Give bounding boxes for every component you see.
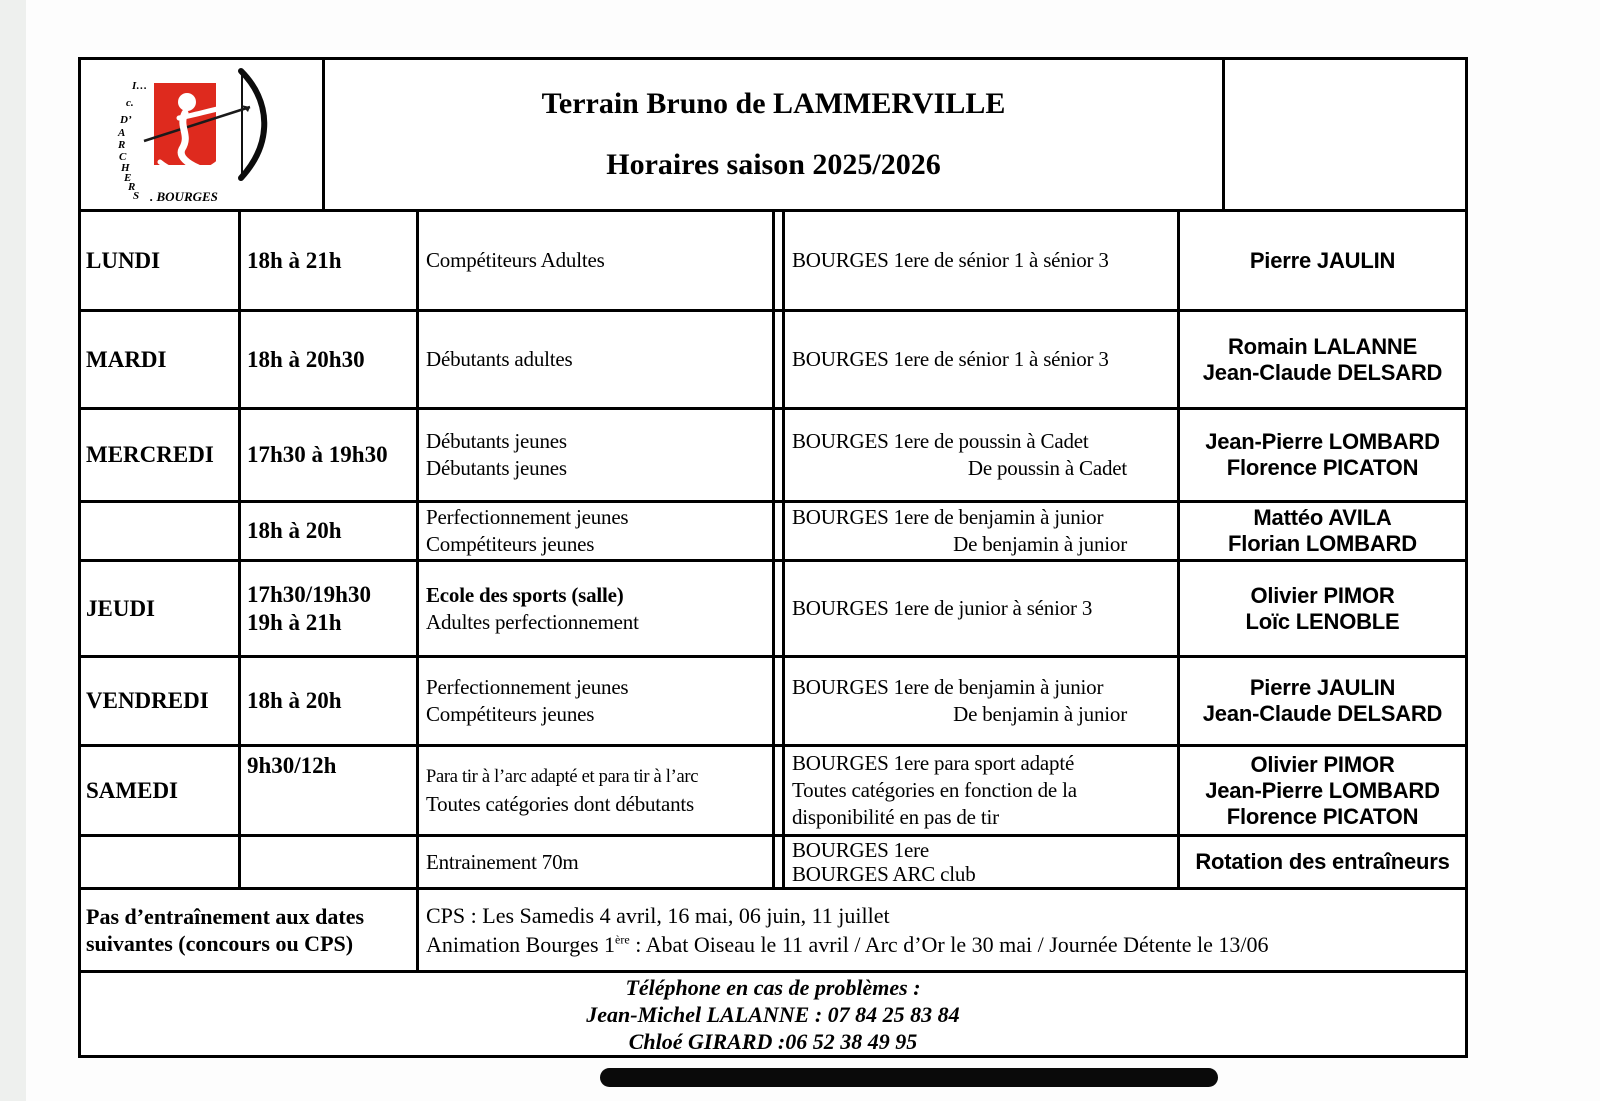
category-cell xyxy=(785,212,1180,309)
time-cell xyxy=(241,410,419,500)
day-label: MERCREDI xyxy=(86,442,214,467)
activity-cell xyxy=(419,658,775,744)
day-cell xyxy=(81,312,241,407)
animation-prefix: Animation Bourges 1 xyxy=(426,932,616,957)
double-rule xyxy=(775,212,785,309)
no-training-note-cell xyxy=(81,890,419,970)
title-cell xyxy=(325,60,1225,209)
trainer-cell xyxy=(1180,837,1465,887)
trainer-name: Romain LALANNE xyxy=(1227,333,1418,359)
archer-head xyxy=(178,93,196,111)
activity-label: Toutes catégories dont débutants xyxy=(426,791,694,816)
phone-contact-1: Jean-Michel LALANNE : 07 84 25 83 84 xyxy=(586,1001,960,1027)
activity-cell xyxy=(419,410,775,500)
category-label: BOURGES 1ere de sénior 1 à sénior 3 xyxy=(792,248,1109,272)
cps-dates-line: CPS : Les Samedis 4 avril, 16 mai, 06 juin, 11 juillet xyxy=(426,903,890,928)
category-label: BOURGES 1ere para sport adapté xyxy=(792,751,1075,775)
table-row-phone xyxy=(81,973,1465,1055)
day-cell-empty xyxy=(81,837,241,887)
trainer-name: Florian LOMBARD xyxy=(1228,531,1417,556)
phone-header: Téléphone en cas de problèmes : xyxy=(625,974,921,1000)
trainer-cell xyxy=(1180,503,1465,559)
trainer-rotation-label: Rotation des entraîneurs xyxy=(1195,849,1450,874)
activity-label: Compétiteurs Adultes xyxy=(426,248,605,272)
category-cell xyxy=(785,658,1180,744)
double-rule xyxy=(775,410,785,500)
trainer-name: Jean-Pierre LOMBARD xyxy=(1205,777,1440,803)
double-rule xyxy=(775,747,785,834)
phone-contact-2: Chloé GIRARD :06 52 38 49 95 xyxy=(628,1028,918,1054)
category-cell xyxy=(785,837,1180,887)
activity-label: Débutants adultes xyxy=(426,347,573,371)
day-cell xyxy=(81,658,241,744)
category-cell xyxy=(785,562,1180,655)
day-label: JEUDI xyxy=(86,595,156,621)
trainer-name: Jean-Claude DELSARD xyxy=(1202,701,1443,726)
trainer-cell xyxy=(1180,410,1465,500)
animation-dates-line xyxy=(426,930,1465,959)
double-rule xyxy=(775,658,785,744)
phone-contacts-cell xyxy=(81,973,1465,1055)
day-cell xyxy=(81,562,241,655)
day-cell xyxy=(81,212,241,309)
activity-label: Entrainement 70m xyxy=(426,849,579,874)
activity-label: Perfectionnement jeunes xyxy=(426,675,629,699)
trainer-cell xyxy=(1180,212,1465,309)
horizontal-scrollbar[interactable] xyxy=(600,1068,1218,1087)
time-cell xyxy=(241,747,419,834)
double-rule xyxy=(775,503,785,559)
table-row-jeudi xyxy=(81,562,1465,658)
category-label: BOURGES 1ere de benjamin à junior xyxy=(792,675,1104,699)
table-row-samedi-1 xyxy=(81,747,1465,837)
logo-letter: E xyxy=(123,171,131,184)
logo-letter: D’ xyxy=(119,113,132,126)
category-label: BOURGES 1ere de sénior 1 à sénior 3 xyxy=(792,347,1109,371)
time-label: 17h30/19h30 xyxy=(247,581,371,607)
activity-cell xyxy=(419,562,775,655)
trainer-name: Pierre JAULIN xyxy=(1249,675,1396,700)
logo-letter: R xyxy=(127,180,135,193)
club-logo-cell xyxy=(81,60,325,209)
time-label: 18h à 21h xyxy=(247,247,342,273)
activity-cell xyxy=(419,312,775,407)
category-label: De benjamin à junior xyxy=(953,702,1127,726)
no-training-note-line: suivantes (concours ou CPS) xyxy=(86,931,354,956)
trainer-name: Pierre JAULIN xyxy=(1249,247,1396,273)
activity-cell xyxy=(419,747,775,834)
trainer-name: Loïc LENOBLE xyxy=(1245,608,1400,634)
day-label: SAMEDI xyxy=(86,777,179,803)
activity-label: Adultes perfectionnement xyxy=(426,609,639,634)
activity-label: Para tir à l’arc adapté et para tir à l’arc xyxy=(426,766,699,787)
time-label: 18h à 20h xyxy=(247,688,342,713)
table-row-lundi xyxy=(81,212,1465,312)
page-subtitle: Horaires saison 2025/2026 xyxy=(606,148,941,181)
trainer-name: Mattéo AVILA xyxy=(1253,505,1392,530)
category-cell xyxy=(785,312,1180,407)
time-label: 9h30/12h xyxy=(247,753,337,778)
time-label: 19h à 21h xyxy=(247,609,342,635)
activity-label: Perfectionnement jeunes xyxy=(426,505,629,529)
table-header-row xyxy=(81,60,1465,212)
trainer-name: Jean-Claude DELSARD xyxy=(1202,359,1443,385)
activity-label: Débutants jeunes xyxy=(426,456,567,480)
category-label: BOURGES 1ere de poussin à Cadet xyxy=(792,429,1089,453)
trainer-cell xyxy=(1180,747,1465,834)
logo-letter: c. xyxy=(125,96,134,109)
trainer-name: Olivier PIMOR xyxy=(1250,582,1395,608)
day-cell xyxy=(81,410,241,500)
category-label: disponibilité en pas de tir xyxy=(792,805,999,829)
logo-letter: C xyxy=(118,150,126,163)
table-row-mercredi-2 xyxy=(81,503,1465,562)
time-cell xyxy=(241,312,419,407)
activity-label: Compétiteurs jeunes xyxy=(426,702,595,726)
header-empty-cell xyxy=(1225,60,1465,209)
bow-icon xyxy=(241,71,264,178)
activity-label: Compétiteurs jeunes xyxy=(426,532,595,556)
schedule-table xyxy=(78,57,1468,1058)
day-label: MARDI xyxy=(86,346,167,372)
double-rule xyxy=(775,562,785,655)
activity-cell xyxy=(419,212,775,309)
time-cell-empty xyxy=(241,837,419,887)
category-label: BOURGES 1ere de junior à sénior 3 xyxy=(792,596,1093,620)
activity-cell xyxy=(419,503,775,559)
no-training-note-line: Pas d’entraînement aux dates xyxy=(86,904,365,929)
animation-superscript: ère xyxy=(615,932,630,947)
table-row-notes xyxy=(81,890,1465,973)
category-label: BOURGES 1ere xyxy=(792,838,930,862)
logo-letter: A xyxy=(117,126,125,139)
category-label: Toutes catégories en fonction de la xyxy=(792,778,1077,802)
time-cell xyxy=(241,658,419,744)
table-row-samedi-2 xyxy=(81,837,1465,890)
day-label: LUNDI xyxy=(86,247,161,273)
time-label: 17h30 à 19h30 xyxy=(247,442,388,467)
table-row-vendredi xyxy=(81,658,1465,747)
logo-letter: I… xyxy=(131,79,147,92)
day-cell-empty xyxy=(81,503,241,559)
double-rule xyxy=(775,837,785,887)
time-label: 18h à 20h30 xyxy=(247,346,365,372)
double-rule xyxy=(775,312,785,407)
activity-label: Ecole des sports (salle) xyxy=(426,582,624,607)
page-title: Terrain Bruno de LAMMERVILLE xyxy=(541,87,1006,120)
day-label: VENDREDI xyxy=(86,688,209,713)
table-row-mercredi-1 xyxy=(81,410,1465,503)
category-cell xyxy=(785,747,1180,834)
logo-letter: S xyxy=(132,189,139,202)
time-cell xyxy=(241,562,419,655)
category-label: BOURGES ARC club xyxy=(792,862,976,886)
table-row-mardi xyxy=(81,312,1465,410)
time-cell xyxy=(241,503,419,559)
animation-rest: : Abat Oiseau le 11 avril / Arc d’Or le 30 mai / Journée Détente le 13/06 xyxy=(629,932,1269,957)
time-label: 18h à 20h xyxy=(247,518,342,543)
dates-note-cell xyxy=(419,890,1465,970)
archery-club-logo xyxy=(92,65,312,205)
category-cell xyxy=(785,503,1180,559)
trainer-name: Florence PICATON xyxy=(1226,455,1419,480)
trainer-cell xyxy=(1180,312,1465,407)
trainer-name: Jean-Pierre LOMBARD xyxy=(1205,429,1440,454)
logo-letter: H xyxy=(120,161,130,174)
category-label: De benjamin à junior xyxy=(953,532,1127,556)
category-cell xyxy=(785,410,1180,500)
logo-bourges-text: . BOURGES xyxy=(149,188,218,204)
category-label: BOURGES 1ere de benjamin à junior xyxy=(792,505,1104,529)
trainer-cell xyxy=(1180,658,1465,744)
activity-cell xyxy=(419,837,775,887)
time-cell xyxy=(241,212,419,309)
page-margin-strip xyxy=(0,0,26,1101)
category-label: De poussin à Cadet xyxy=(967,456,1127,480)
day-cell xyxy=(81,747,241,834)
trainer-name: Florence PICATON xyxy=(1226,803,1419,829)
logo-letter: R xyxy=(117,138,125,151)
trainer-name: Olivier PIMOR xyxy=(1250,751,1395,777)
activity-label: Débutants jeunes xyxy=(426,429,567,453)
trainer-cell xyxy=(1180,562,1465,655)
